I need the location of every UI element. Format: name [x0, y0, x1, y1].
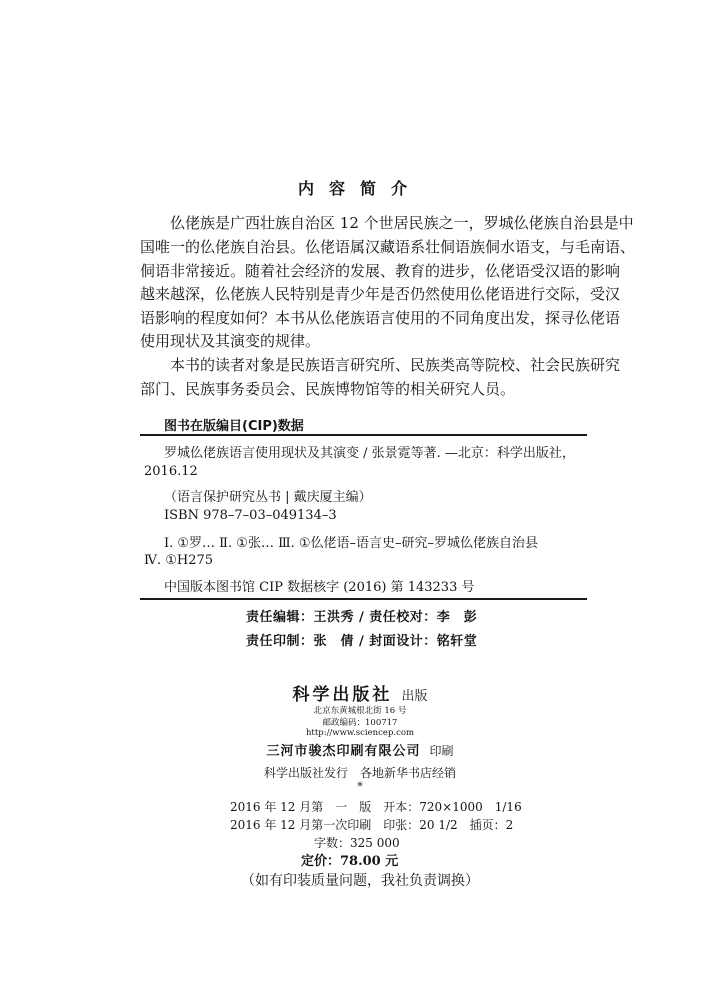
word-count: 字数：325 000 [314, 836, 400, 850]
intro-line-4: 越来越深，仫佬族人民特别是青少年是否仍然使用仫佬语进行交际，受汉 [140, 285, 621, 303]
intro-line-7: 本书的读者对象是民族语言研究所、民族类高等院校、社会民族研究 [170, 356, 621, 374]
cip-top-rule [140, 434, 587, 436]
intro-line-5: 语影响的程度如何？本书从仫佬族语言使用的不同角度出发，探寻仫佬语 [140, 309, 621, 327]
intro-title: 内容简介 [297, 179, 422, 198]
cip-line-7: 中国版本图书馆 CIP 数据核字 (2016) 第 143233 号 [164, 580, 475, 595]
intro-line-3: 侗语非常接近。随着社会经济的发展、教育的进步，仫佬语受汉语的影响 [140, 262, 621, 280]
cip-line-2: 2016.12 [144, 464, 198, 479]
publisher-postcode: 邮政编码：100717 [322, 718, 398, 728]
star-mark: * [357, 780, 363, 793]
cip-heading: 图书在版编目(CIP)数据 [164, 419, 304, 434]
cip-line-3: （语言保护研究丛书 | 戴庆厦主编） [164, 490, 372, 505]
printer-name: 三河市骏杰印刷有限公司 [266, 744, 421, 759]
intro-line-8: 部门、民族事务委员会、民族博物馆等的相关研究人员。 [140, 380, 516, 398]
cip-line-5: Ⅰ. ①罗… Ⅱ. ①张… Ⅲ. ①仫佬语–语言史–研究–罗城仫佬族自治县 [164, 536, 539, 551]
printer-action: 印刷 [429, 744, 454, 758]
edition-line-2: 2016 年 12 月第一次印刷 印张：20 1/2 插页：2 [230, 818, 514, 832]
publisher-address: 北京东黄城根北街 16 号 [313, 706, 407, 716]
cip-line-1: 罗城仫佬族语言使用现状及其演变 / 张景霓等著. —北京：科学出版社， [164, 446, 575, 461]
cip-line-6: Ⅳ. ①H275 [144, 553, 214, 568]
intro-line-1: 仫佬族是广西壮族自治区 12 个世居民族之一，罗城仫佬族自治县是中 [170, 214, 634, 232]
intro-line-2: 国唯一的仫佬族自治县。仫佬语属汉藏语系壮侗语族侗水语支，与毛南语、 [140, 238, 636, 256]
price: 定价：78.00 元 [301, 854, 399, 869]
quality-note: （如有印装质量问题，我社负责调换） [241, 873, 479, 889]
edition-line-1: 2016 年 12 月第 一 版 开本：720×1000 1/16 [230, 800, 522, 814]
publisher-name: 科学出版社 [292, 685, 393, 705]
publisher-url: http://www.sciencep.com [305, 728, 415, 738]
printer-line [0, 740, 720, 759]
credits-line-2: 责任印制：张 倩 / 封面设计：铭轩堂 [246, 634, 478, 649]
cip-line-4: ISBN 978–7–03–049134–3 [164, 508, 337, 523]
intro-line-6: 使用现状及其演变的规律。 [140, 332, 321, 350]
credits-line-1: 责任编辑：王洪秀 / 责任校对：李 彭 [246, 610, 478, 625]
publisher-action: 出版 [401, 689, 428, 704]
publisher-line [0, 680, 720, 705]
distribution-line: 科学出版社发行 各地新华书店经销 [263, 766, 456, 780]
cip-bottom-rule [140, 598, 587, 600]
